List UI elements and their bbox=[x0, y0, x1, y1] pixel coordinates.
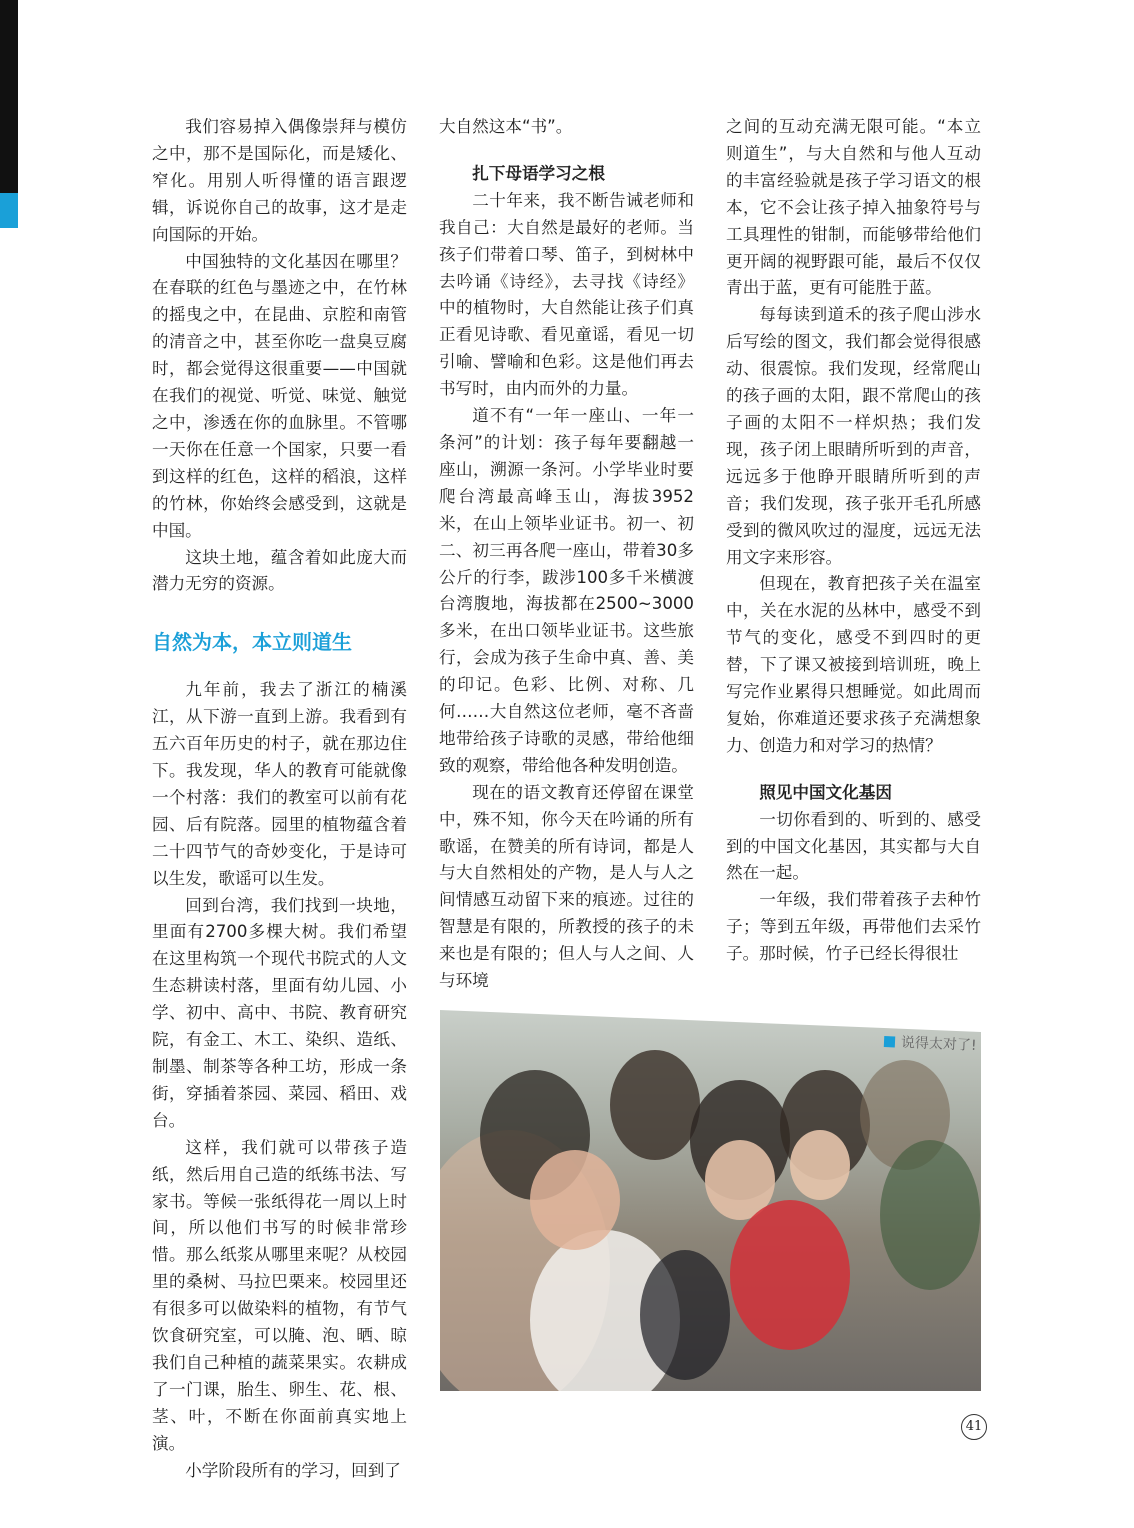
paragraph: 一切你看到的、听到的、感受到的中国文化基因，其实都与大自然在一起。 bbox=[726, 809, 981, 883]
subsection-heading: 照见中国文化基因 bbox=[759, 782, 892, 802]
page-number: 41 bbox=[961, 1414, 987, 1440]
caption-text: 说得太对了! bbox=[900, 1034, 977, 1055]
edge-bar-black bbox=[0, 0, 18, 193]
paragraph: 回到台湾，我们找到一块地，里面有2700多棵大树。我们希望在这里构筑一个现代书院式的人文生态耕读村落，里面有幼儿园、小学、初中、高中、书院、教育研究院，有金工、木工、染织、造纸、制墨、制茶等各种工坊，形成一条街，穿插着茶园、菜园、稻田、戏台。 bbox=[152, 895, 407, 1130]
paragraph: 二十年来，我不断告诫老师和我自己：大自然是最好的老师。当孩子们带着口琴、笛子，到树林中去吟诵《诗经》，去寻找《诗经》中的植物时，大自然能让孩子们真正看见诗歌、看见童谣，看见一切引喻、譬喻和色彩。这是他们再去书写时，由内而外的力量。 bbox=[439, 190, 694, 399]
text-column-3 bbox=[726, 114, 981, 968]
paragraph: 现在的语文教育还停留在课堂中，殊不知，你今天在吟诵的所有歌谣，在赞美的所有诗词，都是人与大自然相处的产物，是人与人之间情感互动留下来的痕迹。过往的智慧是有限的，所教授的孩子的未来也是有限的；但人与人之间、人与环境 bbox=[439, 782, 694, 991]
paragraph: 但现在，教育把孩子关在温室中，关在水泥的丛林中，感受不到节气的变化，感受不到四时的更替，下了课又被接到培训班，晚上写完作业累得只想睡觉。如此周而复始，你难道还要求孩子充满想象力、创造力和对学习的热情？ bbox=[726, 574, 981, 755]
paragraph: 这块土地，蕴含着如此庞大而潜力无穷的资源。 bbox=[152, 547, 407, 594]
paragraph: 我们容易掉入偶像崇拜与模仿之中，那不是国际化，而是矮化、窄化。用别人听得懂的语言跟逻辑，诉说你自己的故事，这才是走向国际的开始。 bbox=[152, 117, 407, 244]
audience-photo bbox=[440, 1010, 981, 1391]
photo-caption bbox=[884, 1031, 977, 1055]
subsection-heading: 扎下母语学习之根 bbox=[472, 163, 605, 183]
paragraph: 道不有“一年一座山、一年一条河”的计划：孩子每年要翻越一座山，溯源一条河。小学毕业时要爬台湾最高峰玉山，海拔3952米，在山上领毕业证书。初一、初二、初三再各爬一座山，带着30多公斤的行李，跋涉100多千米横渡台湾腹地，海拔都在2500~3000多米，在出口领毕业证书。这些旅行，会成为孩子生命中真、善、美的印记。色彩、比例、对称、几何……大自然这位老师，毫不吝啬地带给孩子诗歌的灵感，带给他细致的观察，带给他各种发明创造。 bbox=[439, 406, 694, 775]
paragraph: 每每读到道禾的孩子爬山涉水后写绘的图文，我们都会觉得很感动、很震惊。我们发现，经常爬山的孩子画的太阳，跟不常爬山的孩子画的太阳不一样炽热；我们发现，孩子闭上眼睛所听到的声音，远远多于他睁开眼睛所听到的声音；我们发现，孩子张开毛孔所感受到的微风吹过的湿度，远远无法用文字来形容。 bbox=[726, 305, 981, 567]
text-column-1 bbox=[152, 114, 407, 1485]
paragraph: 这样，我们就可以带孩子造纸，然后用自己造的纸练书法、写家书。等候一张纸得花一周以上时间，所以他们书写的时候非常珍惜。那么纸浆从哪里来呢？从校园里的桑树、马拉巴栗来。校园里还有很多可以做染料的植物，有节气饮食研究室，可以腌、泡、晒、晾我们自己种植的蔬菜果实。农耕成了一门课，胎生、卵生、花、根、茎、叶，不断在你面前真实地上演。 bbox=[152, 1137, 407, 1453]
paragraph: 大自然这本“书”。 bbox=[439, 117, 573, 136]
edge-bar-blue bbox=[0, 193, 18, 228]
paragraph: 中国独特的文化基因在哪里？在春联的红色与墨迹之中，在竹林的摇曳之中，在昆曲、京腔和南管的清音之中，甚至你吃一盘臭豆腐时，都会觉得这很重要——中国就在我们的视觉、听觉、味觉、触觉之中，渗透在你的血脉里。不管哪一天你在任意一个国家，只要一看到这样的红色，这样的稻浪，这样的竹林，你始终会感受到，这就是中国。 bbox=[152, 251, 407, 540]
paragraph: 一年级，我们带着孩子去种竹子；等到五年级，再带他们去采竹子。那时候，竹子已经长得很壮 bbox=[726, 890, 981, 964]
paragraph: 之间的互动充满无限可能。“本立则道生”，与大自然和与他人互动的丰富经验就是孩子学习语文的根本，它不会让孩子掉入抽象符号与工具理性的钳制，而能够带给他们更开阔的视野跟可能，最后不仅仅青出于蓝，更有可能胜于蓝。 bbox=[726, 117, 981, 298]
caption-square-icon bbox=[884, 1036, 895, 1047]
section-heading: 自然为本，本立则道生 bbox=[152, 630, 352, 655]
paragraph: 九年前，我去了浙江的楠溪江，从下游一直到上游。我看到有五六百年历史的村子，就在那边住下。我发现，华人的教育可能就像一个村落：我们的教室可以前有花园、后有院落。园里的植物蕴含着二十四节气的奇妙变化，于是诗可以生发，歌谣可以生发。 bbox=[152, 680, 407, 888]
text-column-2 bbox=[439, 114, 694, 995]
paragraph: 小学阶段所有的学习，回到了 bbox=[185, 1460, 401, 1480]
